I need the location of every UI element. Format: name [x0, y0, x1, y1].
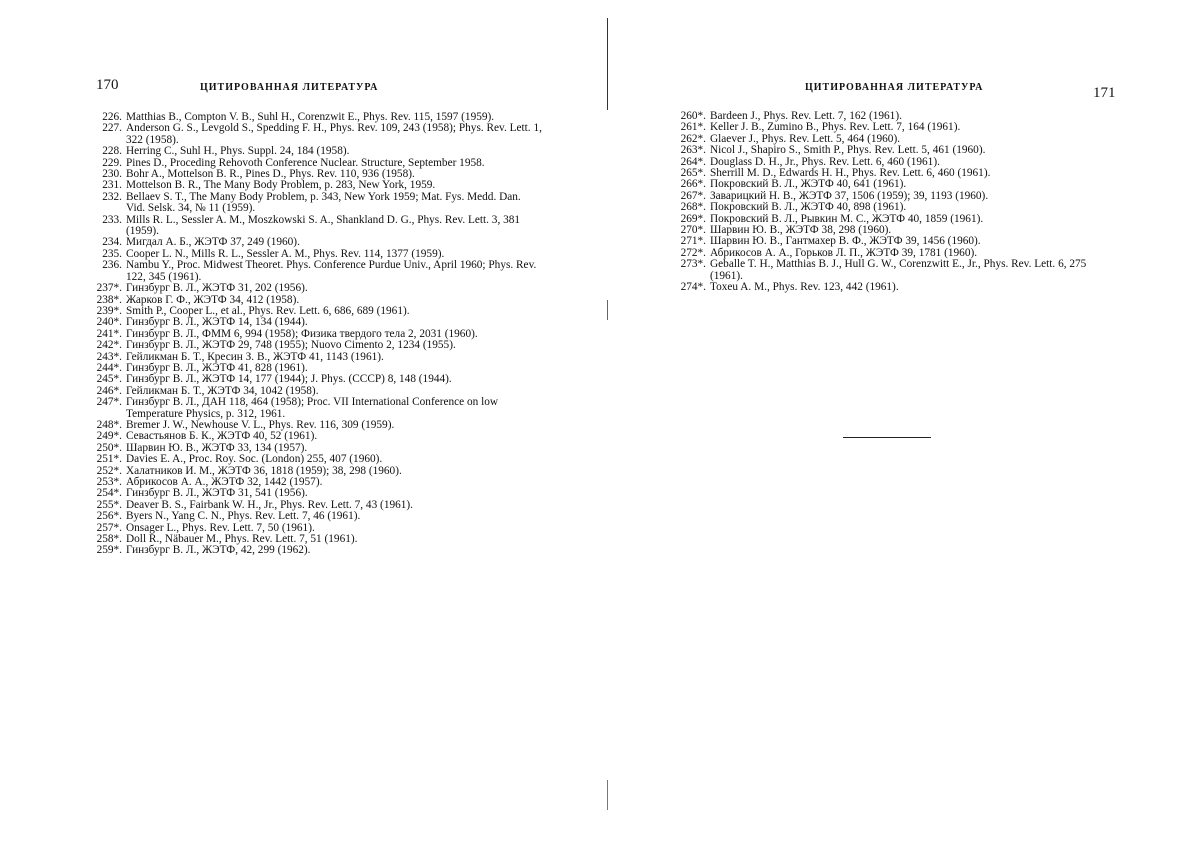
reference-text: Абрикосов А. А., ЖЭТФ 32, 1442 (1957). — [126, 476, 323, 488]
reference-text: Гинзбург В. Л., ЖЭТФ 14, 177 (1944); J. Phys. (СССР) 8, 148 (1944). — [126, 373, 452, 386]
reference-item — [92, 340, 542, 351]
reference-text: Покровский В. Л., ЖЭТФ 40, 898 (1961). — [710, 201, 907, 214]
reference-number: 249*. — [96, 430, 122, 443]
reference-number: 268*. — [680, 201, 706, 214]
reference-number: 233. — [102, 213, 122, 226]
reference-item — [670, 282, 1120, 293]
reference-number: 264*. — [680, 155, 706, 168]
reference-text: Покровский В. Л., ЖЭТФ 40, 641 (1961). — [710, 178, 907, 191]
reference-list — [92, 112, 542, 557]
page-gutter-mark — [607, 780, 608, 810]
reference-number: 267*. — [680, 189, 706, 202]
reference-text: Keller J. B., Zumino B., Phys. Rev. Lett. 7, 164 (1961). — [710, 121, 961, 134]
reference-number: 263*. — [680, 144, 706, 157]
reference-number: 240*. — [96, 316, 122, 329]
reference-number: 254*. — [96, 487, 122, 500]
reference-text: Sherrill M. D., Edwards H. H., Phys. Rev. Lett. 6, 460 (1961). — [710, 167, 991, 180]
reference-text: Гинзбург В. Л., ЖЭТФ, 42, 299 (1962). — [126, 544, 311, 557]
running-head: ЦИТИРОВАННАЯ ЛИТЕРАТУРА — [200, 82, 379, 93]
reference-item — [92, 283, 542, 294]
reference-number: 235. — [102, 247, 122, 260]
reference-text: Шарвин Ю. В., Гантмахер В. Ф., ЖЭТФ 39, 1456 (1960). — [710, 235, 981, 248]
reference-number: 239*. — [96, 304, 122, 317]
reference-item — [92, 317, 542, 328]
reference-text: Гинзбург В. Л., ЖЭТФ 14, 134 (1944). — [126, 316, 308, 329]
reference-text: Севастьянов Б. К., ЖЭТФ 40, 52 (1961). — [126, 430, 318, 443]
reference-text: Гинзбург В. Л., ЖЭТФ 41, 828 (1961). — [126, 361, 308, 374]
page-number: 171 — [1093, 85, 1116, 101]
reference-number: 250*. — [96, 441, 122, 454]
reference-text: Nicol J., Shapiro S., Smith P., Phys. Rev. Lett. 5, 461 (1960). — [710, 144, 986, 157]
reference-text: Абрикосов А. А., Горьков Л. П., ЖЭТФ 39, 1781 (1960). — [710, 246, 978, 259]
reference-number: 247*. — [96, 396, 122, 409]
reference-text: Mottelson B. R., The Many Body Problem, p. 283, New York, 1959. — [126, 179, 436, 192]
reference-list — [670, 111, 1120, 294]
reference-item — [92, 260, 542, 283]
reference-text: Smith P., Cooper L., et al., Phys. Rev. Lett. 6, 686, 689 (1961). — [126, 304, 410, 317]
reference-text: Гейликман Б. Т., ЖЭТФ 34, 1042 (1958). — [126, 384, 319, 397]
reference-item — [670, 202, 1120, 213]
page-gutter-mark — [607, 300, 608, 320]
reference-item — [92, 215, 542, 238]
reference-text: Pines D., Proceding Rehovoth Conference Nuclear. Structure, September 1958. — [126, 156, 485, 169]
reference-text: Заварицкий Н. В., ЖЭТФ 37, 1506 (1959); 39, 1193 (1960). — [710, 189, 989, 202]
reference-text: Мигдал А. Б., ЖЭТФ 37, 249 (1960). — [126, 236, 300, 249]
reference-text: Cooper L. N., Mills R. L., Sessler A. M., Phys. Rev. 114, 1377 (1959). — [126, 247, 445, 260]
reference-text: Davies E. A., Proc. Roy. Soc. (London) 255, 407 (1960). — [126, 453, 383, 466]
reference-number: 242*. — [96, 339, 122, 352]
reference-number: 252*. — [96, 464, 122, 477]
reference-number: 261*. — [680, 121, 706, 134]
reference-item — [92, 146, 542, 157]
reference-number: 257*. — [96, 521, 122, 534]
reference-number: 273*. — [680, 258, 706, 271]
reference-item — [92, 511, 542, 522]
reference-text: Bremer J. W., Newhouse V. L., Phys. Rev. 116, 309 (1959). — [126, 418, 395, 431]
reference-number: 251*. — [96, 453, 122, 466]
reference-text: Glaever J., Phys. Rev. Lett. 5, 464 (1960). — [710, 132, 901, 145]
reference-number: 237*. — [96, 282, 122, 295]
reference-number: 226. — [102, 111, 122, 123]
reference-item — [670, 145, 1120, 156]
reference-item — [92, 123, 542, 146]
reference-number: 243*. — [96, 350, 122, 363]
reference-item — [92, 545, 542, 556]
reference-text: Гинзбург В. Л., ДАН 118, 464 (1958); Proc. VII International Conference on low Temperature Physics, p. 312, 1961. — [126, 396, 499, 420]
reference-number: 230. — [102, 168, 122, 181]
reference-number: 231. — [102, 179, 122, 192]
reference-text: Покровский В. Л., Рывкин М. С., ЖЭТФ 40, 1859 (1961). — [710, 212, 984, 225]
reference-text: Nambu Y., Proc. Midwest Theoret. Phys. Conference Purdue Univ., April 1960; Phys. Rev. 122, 345 (1961). — [126, 259, 537, 283]
reference-number: 265*. — [680, 167, 706, 180]
reference-number: 232. — [102, 190, 122, 203]
reference-item — [92, 397, 542, 420]
reference-text: Шарвин Ю. В., ЖЭТФ 38, 298 (1960). — [710, 224, 892, 237]
reference-text: Deaver B. S., Fairbank W. H., Jr., Phys. Rev. Lett. 7, 43 (1961). — [126, 498, 413, 511]
page-number: 170 — [96, 77, 119, 93]
reference-number: 266*. — [680, 178, 706, 191]
reference-number: 260*. — [680, 110, 706, 122]
reference-text: Anderson G. S., Levgold S., Spedding F. H., Phys. Rev. 109, 243 (1958); Phys. Rev. Lett. 1, 322 (1958). — [126, 122, 542, 146]
reference-number: 236. — [102, 259, 122, 272]
reference-number: 241*. — [96, 327, 122, 340]
reference-text: Bohr A., Mottelson B. R., Pines D., Phys. Rev. 110, 936 (1958). — [126, 168, 415, 181]
reference-text: Гинзбург В. Л., ЖЭТФ 29, 748 (1955); Nuovo Cimento 2, 1234 (1955). — [126, 339, 456, 352]
reference-number: 272*. — [680, 246, 706, 259]
reference-number: 270*. — [680, 224, 706, 237]
reference-text: Гинзбург В. Л., ЖЭТФ 31, 202 (1956). — [126, 282, 308, 295]
reference-number: 245*. — [96, 373, 122, 386]
running-head: ЦИТИРОВАННАЯ ЛИТЕРАТУРА — [805, 82, 984, 93]
reference-text: Byers N., Yang C. N., Phys. Rev. Lett. 7, 46 (1961). — [126, 510, 361, 523]
reference-text: Douglass D. H., Jr., Phys. Rev. Lett. 6, 460 (1961). — [710, 155, 940, 168]
reference-number: 248*. — [96, 418, 122, 431]
reference-item — [92, 192, 542, 215]
reference-text: Жарков Г. Ф., ЖЭТФ 34, 412 (1958). — [126, 293, 300, 306]
reference-text: Bellaev S. T., The Many Body Problem, p. 343, New York 1959; Mat. Fys. Medd. Dan. Vid. Selsk. 34, № 11 (1959). — [126, 190, 521, 215]
reference-text: Гинзбург В. Л., ФММ 6, 994 (1958); Физика твердого тела 2, 2031 (1960). — [126, 327, 478, 340]
reference-number: 271*. — [680, 235, 706, 248]
reference-number: 238*. — [96, 293, 122, 306]
reference-text: Doll R., Näbauer M., Phys. Rev. Lett. 7, 51 (1961). — [126, 533, 358, 546]
reference-text: Onsager L., Phys. Rev. Lett. 7, 50 (1961). — [126, 521, 315, 534]
reference-number: 255*. — [96, 498, 122, 511]
reference-text: Mills R. L., Sessler A. M., Moszkowski S. A., Shankland D. G., Phys. Rev. Lett. 3, 381 (1959). — [126, 213, 521, 238]
reference-text: Herring C., Suhl H., Phys. Suppl. 24, 184 (1958). — [126, 145, 350, 158]
reference-number: 253*. — [96, 476, 122, 488]
reference-text: Шарвин Ю. В., ЖЭТФ 33, 134 (1957). — [126, 441, 308, 454]
reference-number: 228. — [102, 145, 122, 158]
reference-text: Geballe T. H., Matthias B. J., Hull G. W., Corenzwitt E., Jr., Phys. Rev. Lett. 6, 275 (1961). — [710, 258, 1087, 282]
reference-number: 258*. — [96, 533, 122, 546]
reference-number: 262*. — [680, 132, 706, 145]
end-rule — [843, 437, 931, 438]
reference-number: 256*. — [96, 510, 122, 523]
reference-text: Халатников И. М., ЖЭТФ 36, 1818 (1959); 38, 298 (1960). — [126, 464, 402, 477]
reference-number: 259*. — [96, 544, 122, 557]
page-gutter-line — [607, 18, 608, 110]
reference-number: 227. — [102, 122, 122, 135]
reference-number: 244*. — [96, 361, 122, 374]
reference-number: 246*. — [96, 384, 122, 397]
reference-text: Гинзбург В. Л., ЖЭТФ 31, 541 (1956). — [126, 487, 308, 500]
reference-text: Toxeu A. M., Phys. Rev. 123, 442 (1961). — [710, 281, 899, 294]
reference-number: 234. — [102, 236, 122, 249]
reference-text: Matthias B., Compton V. B., Suhl H., Corenzwit E., Phys. Rev. 115, 1597 (1959). — [126, 111, 495, 123]
reference-number: 229. — [102, 156, 122, 169]
reference-text: Bardeen J., Phys. Rev. Lett. 7, 162 (1961). — [710, 110, 902, 122]
reference-item — [670, 259, 1120, 282]
reference-number: 269*. — [680, 212, 706, 225]
reference-item — [92, 454, 542, 465]
reference-text: Гейликман Б. Т., Кресин З. В., ЖЭТФ 41, 1143 (1961). — [126, 350, 384, 363]
reference-number: 274*. — [680, 281, 706, 294]
